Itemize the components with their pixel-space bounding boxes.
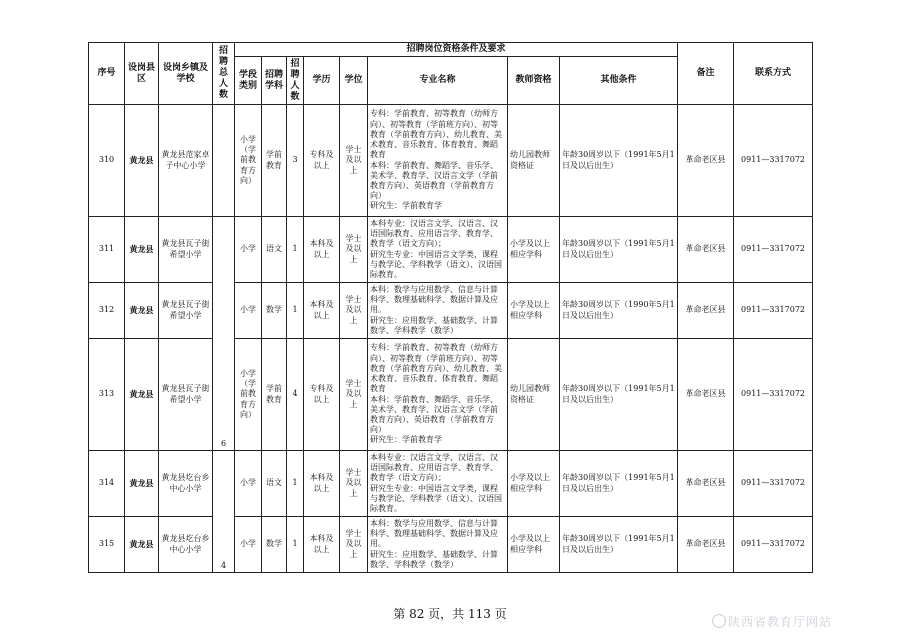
row-qualification: 小学及以上相应学科 <box>508 517 560 573</box>
row-school: 黄龙县圪台乡中心小学 <box>159 451 213 517</box>
row-stage: 小学 <box>235 283 262 339</box>
row-contact: 0911—3317072 <box>734 105 813 217</box>
row-count: 1 <box>287 217 304 283</box>
row-degree: 学士及以上 <box>340 517 368 573</box>
row-other: 年龄30周岁以下（1991年5月1日及以后出生） <box>560 339 678 451</box>
recruitment-table <box>88 42 813 573</box>
header-count: 招聘人数 <box>287 57 304 105</box>
row-county: 黄龙县 <box>125 217 159 283</box>
row-school: 黄龙县瓦子街希望小学 <box>159 283 213 339</box>
row-count: 1 <box>287 451 304 517</box>
row-major: 本科：数学与应用数学、信息与计算科学、数理基础科学、数据计算及应用。 研究生：应用数学、基础数学、计算数学、学科教学（数学） <box>368 517 508 573</box>
row-remark: 革命老区县 <box>678 451 734 517</box>
row-subject: 学前教育 <box>262 339 287 451</box>
header-seq: 序号 <box>89 43 125 105</box>
row-count: 1 <box>287 517 304 573</box>
row-count: 1 <box>287 283 304 339</box>
row-major: 专科：学前教育、初等教育（幼师方向）、初等教育（学前班方向）、初等教育（学前教育方向）、幼儿教育、美术教育、音乐教育、体育教育、舞蹈教育 本科：学前教育、舞蹈学、音乐学、美术学、教育学、汉语言文学（学前教育方向）、英语教育（学前教育方向） 研究生：学前教育学 <box>368 339 508 451</box>
row-subject: 数学 <box>262 517 287 573</box>
header-qualification: 教师资格 <box>508 57 560 105</box>
row-education: 本科及以上 <box>304 283 340 339</box>
header-degree: 学位 <box>340 57 368 105</box>
header-remark: 备注 <box>678 43 734 105</box>
header-town-school: 设岗乡镇及学校 <box>159 43 213 105</box>
row-other: 年龄30周岁以下（1991年5月1日及以后出生） <box>560 517 678 573</box>
row-county: 黄龙县 <box>125 105 159 217</box>
row-school: 黄龙县瓦子街希望小学 <box>159 217 213 283</box>
row-count: 4 <box>287 339 304 451</box>
row-contact: 0911—3317072 <box>734 339 813 451</box>
row-stage: 小学（学前教育方向） <box>235 339 262 451</box>
row-county: 黄龙县 <box>125 339 159 451</box>
row-seq: 313 <box>89 339 125 451</box>
row-remark: 革命老区县 <box>678 105 734 217</box>
row-school: 黄龙县瓦子街希望小学 <box>159 339 213 451</box>
row-major: 本科专业：汉语言文学、汉语言、汉语国际教育、应用语言学、教育学、教育学（语文方向）； 研究生专业：中国语言文学类，课程与教学论、学科教学（语文）、汉语国际教育。 <box>368 451 508 517</box>
header-major: 专业名称 <box>368 57 508 105</box>
row-total <box>213 105 235 217</box>
row-education: 专科及以上 <box>304 339 340 451</box>
row-other: 年龄30周岁以下（1991年5月1日及以后出生） <box>560 105 678 217</box>
row-degree: 学士及以上 <box>340 339 368 451</box>
row-county: 黄龙县 <box>125 517 159 573</box>
row-stage: 小学 <box>235 517 262 573</box>
row-qualification: 小学及以上相应学科 <box>508 217 560 283</box>
header-county: 设岗县区 <box>125 43 159 105</box>
row-seq: 315 <box>89 517 125 573</box>
row-contact: 0911—3317072 <box>734 451 813 517</box>
row-school: 黄龙县范家卓子中心小学 <box>159 105 213 217</box>
header-total: 招聘总人数 <box>213 43 235 105</box>
row-other: 年龄30周岁以下（1990年5月1日及以后出生） <box>560 283 678 339</box>
row-education: 本科及以上 <box>304 217 340 283</box>
row-seq: 311 <box>89 217 125 283</box>
row-subject: 数学 <box>262 283 287 339</box>
table-row <box>89 517 813 573</box>
page-footer: 第 82 页，共 113 页 <box>393 607 507 621</box>
row-qualification: 小学及以上相应学科 <box>508 451 560 517</box>
row-subject: 语文 <box>262 451 287 517</box>
row-major: 专科：学前教育、初等教育（幼师方向）、初等教育（学前班方向）、初等教育（学前教育方向）、幼儿教育、美术教育、音乐教育、体育教育、舞蹈教育 本科：学前教育、舞蹈学、音乐学、美术学、教育学、汉语言文学（学前教育方向）、英语教育（学前教育方向） 研究生：学前教育学 <box>368 105 508 217</box>
row-remark: 革命老区县 <box>678 217 734 283</box>
row-major: 本科专业：汉语言文学、汉语言、汉语国际教育、应用语言学、教育学、教育学（语文方向）； 研究生专业：中国语言文学类，课程与教学论、学科教学（语文）、汉语国际教育。 <box>368 217 508 283</box>
row-stage: 小学（学前教育方向） <box>235 105 262 217</box>
row-seq: 312 <box>89 283 125 339</box>
row-subject: 学前教育 <box>262 105 287 217</box>
row-school: 黄龙县圪台乡中心小学 <box>159 517 213 573</box>
table-row <box>89 339 813 451</box>
row-education: 本科及以上 <box>304 517 340 573</box>
row-contact: 0911—3317072 <box>734 217 813 283</box>
row-total: 4 <box>213 451 235 573</box>
row-stage: 小学 <box>235 217 262 283</box>
row-subject: 语文 <box>262 217 287 283</box>
header-group: 招聘岗位资格条件及要求 <box>235 43 678 57</box>
header-education: 学历 <box>304 57 340 105</box>
row-degree: 学士及以上 <box>340 283 368 339</box>
row-county: 黄龙县 <box>125 283 159 339</box>
row-qualification: 幼儿园教师资格证 <box>508 339 560 451</box>
row-seq: 310 <box>89 105 125 217</box>
watermark-logo-icon <box>712 614 726 628</box>
table-row <box>89 451 813 517</box>
row-other: 年龄30周岁以下（1991年5月1日及以后出生） <box>560 217 678 283</box>
header-stage: 学段类别 <box>235 57 262 105</box>
row-remark: 革命老区县 <box>678 283 734 339</box>
row-degree: 学士及以上 <box>340 217 368 283</box>
row-remark: 革命老区县 <box>678 517 734 573</box>
row-contact: 0911—3317072 <box>734 283 813 339</box>
row-degree: 学士及以上 <box>340 105 368 217</box>
header-other: 其他条件 <box>560 57 678 105</box>
watermark: 陕西省教育厅网站 <box>728 615 833 629</box>
header-contact: 联系方式 <box>734 43 813 105</box>
table-row <box>89 105 813 217</box>
row-qualification: 小学及以上相应学科 <box>508 283 560 339</box>
table-row <box>89 283 813 339</box>
row-seq: 314 <box>89 451 125 517</box>
row-total: 6 <box>213 217 235 451</box>
table-body <box>89 105 813 573</box>
row-count: 3 <box>287 105 304 217</box>
row-contact: 0911—3317072 <box>734 517 813 573</box>
row-education: 专科及以上 <box>304 105 340 217</box>
row-county: 黄龙县 <box>125 451 159 517</box>
table-row <box>89 217 813 283</box>
row-major: 本科：数学与应用数学、信息与计算科学、数理基础科学、数据计算及应用。 研究生：应用数学、基础数学、计算数学、学科教学（数学） <box>368 283 508 339</box>
row-stage: 小学 <box>235 451 262 517</box>
header-subject: 招聘学科 <box>262 57 287 105</box>
row-remark: 革命老区县 <box>678 339 734 451</box>
row-qualification: 幼儿园教师资格证 <box>508 105 560 217</box>
row-degree: 学士及以上 <box>340 451 368 517</box>
row-education: 本科及以上 <box>304 451 340 517</box>
row-other: 年龄30周岁以下（1991年5月1日及以后出生） <box>560 451 678 517</box>
